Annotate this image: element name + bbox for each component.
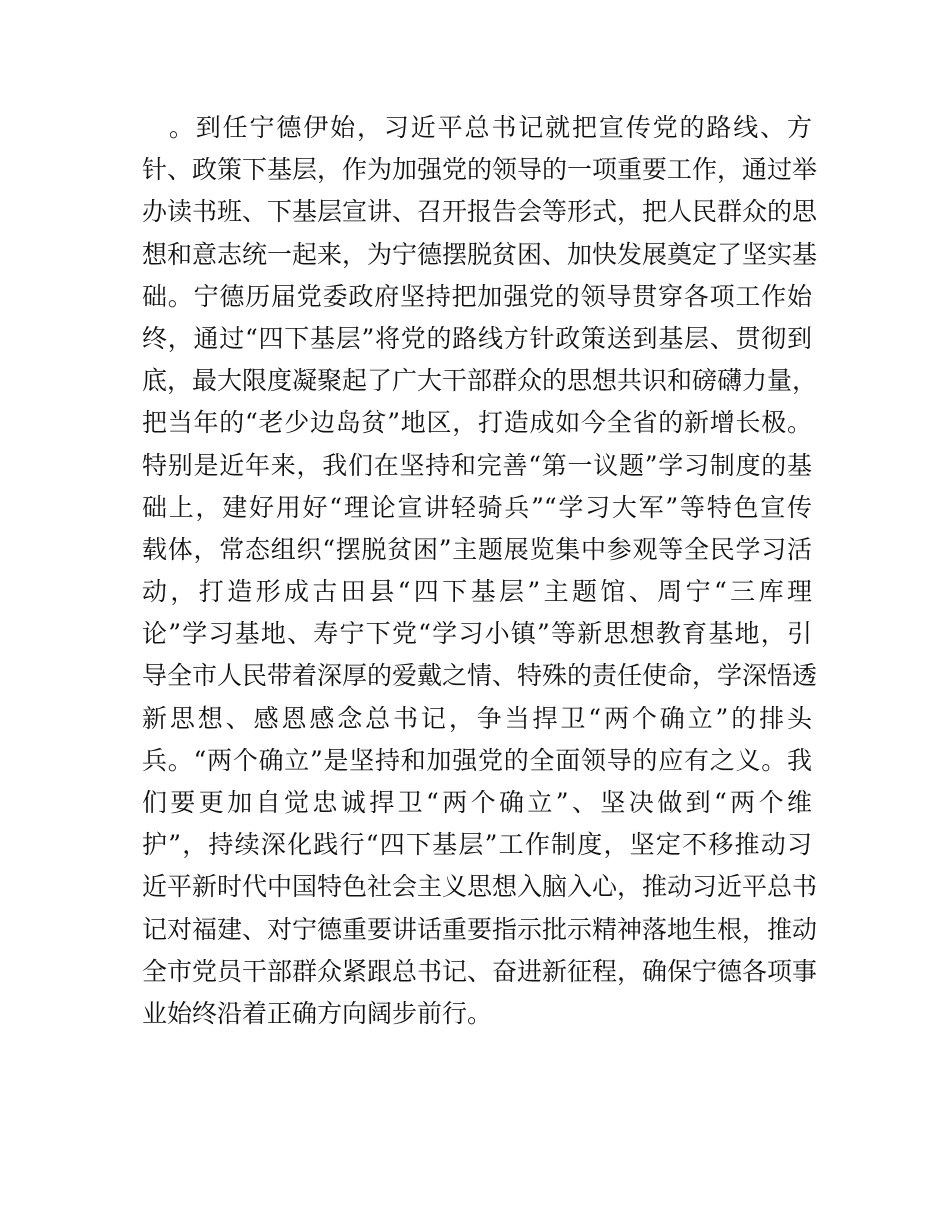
text-line-1: 。到任宁德伊始，习近平总书记就把宣传党的路线、方 xyxy=(142,113,812,142)
text-line-22: 业始终沿着正确方向阔步前行。 xyxy=(142,998,493,1028)
text-line-19: 近平新时代中国特色社会主义思想入脑入心，推动习近平总书 xyxy=(142,872,818,902)
text-line-21: 全市党员干部群众紧跟总书记、奋进新征程，确保宁德各项事 xyxy=(142,956,818,986)
text-line-10: 础上，建好用好“理论宣讲轻骑兵”“学习大军”等特色宣传 xyxy=(142,492,812,522)
text-line-3: 办读书班、下基层宣讲、召开报告会等形式，把人民群众的思 xyxy=(142,197,818,227)
text-line-18: 护”，持续深化践行“四下基层”工作制度，坚定不移推动习 xyxy=(142,830,812,860)
text-line-17: 们要更加自觉忠诚捍卫“两个确立”、坚决做到“两个维 xyxy=(142,788,812,817)
text-line-20: 记对福建、对宁德重要讲话重要指示批示精神落地生根，推动 xyxy=(142,914,818,944)
text-line-7: 底，最大限度凝聚起了广大干部群众的思想共识和磅礴力量， xyxy=(142,366,818,396)
text-line-8: 把当年的“老少边岛贫”地区，打造成如今全省的新增长极。 xyxy=(142,408,812,438)
text-line-12: 动，打造形成古田县“四下基层”主题馆、周宁“三库理 xyxy=(142,577,812,607)
text-line-6: 终，通过“四下基层”将党的路线方针政策送到基层、贯彻到 xyxy=(142,323,812,353)
text-line-13: 论”学习基地、寿宁下党“学习小镇”等新思想教育基地，引 xyxy=(142,619,812,649)
text-line-15: 新思想、感恩感念总书记，争当捍卫“两个确立”的排头 xyxy=(142,703,812,733)
text-line-2: 针、政策下基层，作为加强党的领导的一项重要工作，通过举 xyxy=(142,155,818,185)
text-line-16: 兵。“两个确立”是坚持和加强党的全面领导的应有之义。我 xyxy=(142,745,812,775)
text-line-9: 特别是近年来，我们在坚持和完善“第一议题”学习制度的基 xyxy=(142,450,812,480)
body-paragraph xyxy=(142,107,818,1035)
text-line-5: 础。宁德历届党委政府坚持把加强党的领导贯穿各项工作始 xyxy=(142,281,812,311)
text-line-4: 想和意志统一起来，为宁德摆脱贫困、加快发展奠定了坚实基 xyxy=(142,239,818,269)
text-line-14: 导全市人民带着深厚的爱戴之情、特殊的责任使命，学深悟透 xyxy=(142,661,818,691)
text-line-11: 载体，常态组织“摆脱贫困”主题展览集中参观等全民学习活 xyxy=(142,534,812,564)
